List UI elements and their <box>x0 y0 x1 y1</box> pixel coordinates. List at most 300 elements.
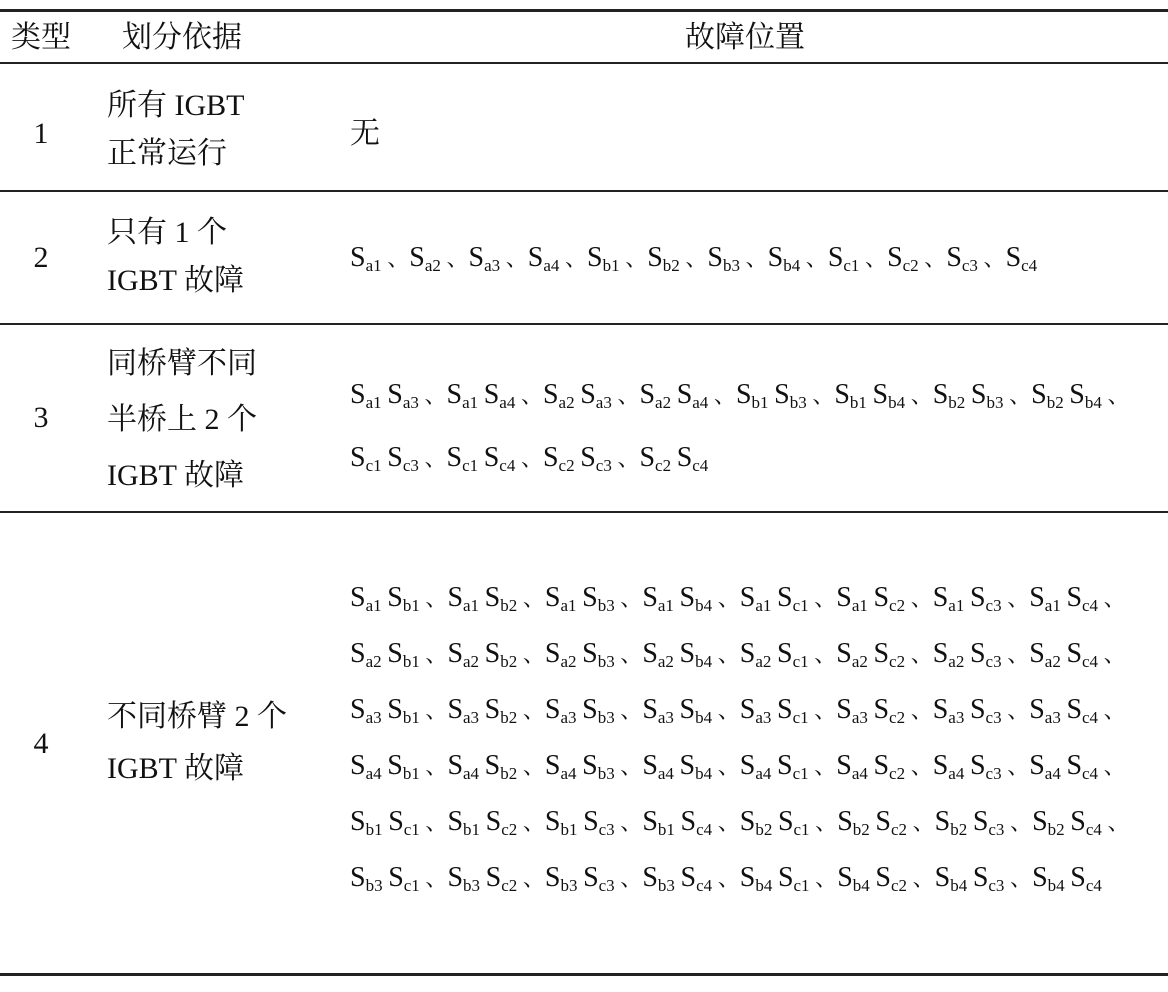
fault-item: $S_{b2}$ $S_{c3}$ <box>934 806 1005 839</box>
basis-line: 不同桥臂 2 个 <box>107 700 287 733</box>
separator: 、 <box>910 383 933 408</box>
switch-subscript: a2 <box>365 652 382 671</box>
switch-subscript: b1 <box>849 393 867 412</box>
separator: 、 <box>910 698 933 723</box>
fault-item: $S_{b1}$ $S_{b3}$ <box>735 379 807 412</box>
row-1-basis <box>107 82 347 178</box>
fault-item: $S_{b1}$ <box>587 242 620 275</box>
switch-subscript: c2 <box>558 456 575 475</box>
switch-subscript: c4 <box>1082 708 1099 727</box>
separator: 、 <box>620 810 643 835</box>
basis-line: 只有 1 个 <box>107 216 227 249</box>
basis-line: IGBT 故障 <box>107 264 244 297</box>
switch-subscript: c3 <box>985 596 1002 615</box>
separator: 、 <box>812 383 835 408</box>
switch-subscript: b2 <box>500 652 518 671</box>
fault-item: $S_{b4}$ $S_{c2}$ <box>837 862 907 895</box>
fault-item: $S_{a4}$ $S_{c1}$ <box>739 750 809 783</box>
row-2-basis <box>107 209 347 305</box>
switch-subscript: c2 <box>889 652 906 671</box>
switch-subscript: b3 <box>657 876 675 895</box>
separator: 、 <box>620 754 643 779</box>
separator: 、 <box>924 246 947 271</box>
switch-subscript: a1 <box>948 596 965 615</box>
switch-subscript: c3 <box>598 876 615 895</box>
switch-subscript: c4 <box>1082 764 1099 783</box>
separator: 、 <box>522 866 545 891</box>
switch-subscript: a3 <box>657 708 674 727</box>
fault-item: $S_{a3}$ $S_{b2}$ <box>447 694 518 727</box>
fault-item: $S_{a1}$ $S_{b4}$ <box>642 582 713 615</box>
switch-subscript: c1 <box>403 820 420 839</box>
row-4-type: 4 <box>33 727 49 760</box>
fault-item: $S_{c1}$ $S_{c4}$ <box>446 442 516 475</box>
separator: 、 <box>522 586 545 611</box>
separator: 、 <box>815 866 838 891</box>
fault-item: $S_{b1}$ $S_{c4}$ <box>642 806 713 839</box>
separator: 、 <box>522 754 545 779</box>
fault-line <box>350 850 1160 906</box>
switch-subscript: c3 <box>988 820 1005 839</box>
switch-subscript: c1 <box>793 820 810 839</box>
switch-subscript: a2 <box>560 652 577 671</box>
separator: 、 <box>910 586 933 611</box>
fault-item: $S_{b3}$ <box>707 242 740 275</box>
switch-subscript: c2 <box>890 820 907 839</box>
switch-subscript: b3 <box>463 876 481 895</box>
basis-line: 正常运行 <box>107 137 227 170</box>
fault-line <box>350 794 1160 850</box>
switch-subscript: c1 <box>365 456 382 475</box>
fault-item: $S_{a2}$ $S_{a4}$ <box>639 379 709 412</box>
separator: 、 <box>425 866 448 891</box>
separator: 、 <box>1009 383 1032 408</box>
row-rule <box>0 511 1168 513</box>
separator: 、 <box>424 446 447 471</box>
fault-item: $S_{c2}$ $S_{c4}$ <box>639 442 709 475</box>
switch-subscript: a3 <box>1044 708 1061 727</box>
switch-subscript: a4 <box>365 764 382 783</box>
separator: 、 <box>1007 642 1030 667</box>
switch-subscript: c2 <box>655 456 672 475</box>
separator: 、 <box>425 698 448 723</box>
separator: 、 <box>620 698 643 723</box>
switch-subscript: a2 <box>558 393 575 412</box>
fault-item: $S_{a4}$ $S_{c2}$ <box>836 750 906 783</box>
fault-line <box>350 427 1160 490</box>
fault-item: $S_{a4}$ $S_{c3}$ <box>932 750 1002 783</box>
separator: 、 <box>1107 383 1130 408</box>
fault-item: $S_{b2}$ $S_{c4}$ <box>1032 806 1102 839</box>
fault-item: $S_{a2}$ $S_{c3}$ <box>932 638 1002 671</box>
switch-subscript: a3 <box>402 393 419 412</box>
fault-item: $S_{a3}$ $S_{b3}$ <box>544 694 615 727</box>
fault-item: $S_{b2}$ <box>647 242 680 275</box>
basis-line: 同桥臂不同 <box>107 347 257 380</box>
switch-subscript: c3 <box>985 764 1002 783</box>
fault-item: $S_{c1}$ <box>827 242 860 275</box>
switch-subscript: b1 <box>657 820 675 839</box>
separator: 、 <box>424 383 447 408</box>
basis-line: IGBT 故障 <box>107 752 244 785</box>
switch-subscript: c4 <box>499 456 516 475</box>
switch-subscript: b1 <box>402 596 420 615</box>
switch-subscript: b3 <box>365 876 383 895</box>
fault-item: $S_{a4}$ $S_{c4}$ <box>1029 750 1099 783</box>
fault-item: $S_{b1}$ $S_{c1}$ <box>350 806 420 839</box>
header-rule <box>0 62 1168 64</box>
separator: 、 <box>425 586 448 611</box>
switch-subscript: b1 <box>402 708 420 727</box>
separator: 、 <box>1010 866 1033 891</box>
fault-item: $S_{a2}$ $S_{b4}$ <box>642 638 713 671</box>
fault-item: $S_{a4}$ <box>527 242 560 275</box>
switch-subscript: c1 <box>462 456 479 475</box>
row-2-fault <box>350 234 1160 283</box>
row-rule <box>0 190 1168 192</box>
switch-subscript: a1 <box>851 596 868 615</box>
fault-item: $S_{a4}$ $S_{b3}$ <box>544 750 615 783</box>
switch-subscript: c3 <box>598 820 615 839</box>
switch-subscript: b4 <box>950 876 968 895</box>
switch-subscript: a1 <box>365 393 382 412</box>
fault-item: $S_{b2}$ $S_{c2}$ <box>837 806 907 839</box>
switch-subscript: a2 <box>755 652 772 671</box>
switch-subscript: b1 <box>751 393 769 412</box>
switch-subscript: b4 <box>888 393 906 412</box>
switch-subscript: b4 <box>852 876 870 895</box>
switch-subscript: a4 <box>499 393 516 412</box>
fault-item: $S_{b3}$ $S_{c2}$ <box>447 862 518 895</box>
switch-subscript: a4 <box>657 764 674 783</box>
separator: 、 <box>910 642 933 667</box>
separator: 、 <box>1010 810 1033 835</box>
fault-line <box>350 626 1160 682</box>
fault-line <box>350 682 1160 738</box>
switch-subscript: b4 <box>695 764 713 783</box>
switch-subscript: b3 <box>597 708 615 727</box>
separator: 、 <box>520 383 543 408</box>
fault-item: $S_{a1}$ $S_{b1}$ <box>350 582 420 615</box>
fault-item: $S_{a2}$ <box>409 242 441 275</box>
switch-subscript: c4 <box>1082 596 1099 615</box>
fault-item: $S_{b1}$ $S_{b4}$ <box>834 379 906 412</box>
separator: 、 <box>910 754 933 779</box>
switch-subscript: a2 <box>851 652 868 671</box>
separator: 、 <box>620 866 643 891</box>
fault-line <box>350 570 1160 626</box>
fault-item: $S_{a1}$ $S_{b3}$ <box>544 582 615 615</box>
fault-item: $S_{b3}$ $S_{c3}$ <box>544 862 615 895</box>
separator: 、 <box>805 246 828 271</box>
separator: 、 <box>522 642 545 667</box>
separator: 、 <box>617 446 640 471</box>
switch-subscript: c2 <box>902 256 919 275</box>
separator: 、 <box>865 246 888 271</box>
switch-subscript: b2 <box>500 596 518 615</box>
top-rule <box>0 9 1168 12</box>
fault-item: $S_{a4}$ $S_{b1}$ <box>350 750 420 783</box>
switch-subscript: c1 <box>793 876 810 895</box>
fault-item: $S_{a4}$ $S_{b2}$ <box>447 750 518 783</box>
switch-subscript: a1 <box>463 596 480 615</box>
switch-subscript: a2 <box>1044 652 1061 671</box>
fault-item: $S_{c2}$ $S_{c3}$ <box>542 442 612 475</box>
fault-item: $S_{c1}$ $S_{c3}$ <box>350 442 419 475</box>
fault-item: $S_{a2}$ $S_{c1}$ <box>739 638 809 671</box>
switch-subscript: c2 <box>889 708 906 727</box>
switch-subscript: a3 <box>595 393 612 412</box>
switch-subscript: c4 <box>1082 652 1099 671</box>
switch-subscript: b4 <box>695 708 713 727</box>
fault-item: $S_{a1}$ <box>350 242 382 275</box>
switch-subscript: c3 <box>961 256 978 275</box>
fault-item: $S_{b4}$ $S_{c3}$ <box>934 862 1005 895</box>
fault-item: $S_{a1}$ $S_{c1}$ <box>739 582 809 615</box>
row-4-basis <box>107 693 347 793</box>
fault-item: $S_{a3}$ $S_{c2}$ <box>836 694 906 727</box>
separator: 、 <box>745 246 768 271</box>
switch-subscript: b1 <box>560 820 578 839</box>
switch-subscript: a1 <box>365 256 382 275</box>
switch-subscript: b2 <box>662 256 680 275</box>
switch-subscript: c2 <box>889 764 906 783</box>
bottom-rule <box>0 973 1168 976</box>
header-fault: 故障位置 <box>685 21 805 54</box>
switch-subscript: b4 <box>695 652 713 671</box>
switch-subscript: b4 <box>1084 393 1102 412</box>
switch-subscript: b3 <box>597 596 615 615</box>
switch-subscript: c2 <box>501 820 518 839</box>
switch-subscript: c2 <box>889 596 906 615</box>
row-rule <box>0 323 1168 325</box>
fault-item: $S_{a1}$ $S_{b2}$ <box>447 582 518 615</box>
switch-subscript: c4 <box>692 456 709 475</box>
separator: 、 <box>425 754 448 779</box>
switch-subscript: c4 <box>1021 256 1038 275</box>
separator: 、 <box>1103 642 1126 667</box>
switch-subscript: b2 <box>950 820 968 839</box>
separator: 、 <box>625 246 648 271</box>
switch-subscript: c1 <box>843 256 860 275</box>
separator: 、 <box>387 246 410 271</box>
switch-subscript: b2 <box>500 708 518 727</box>
separator: 、 <box>717 698 740 723</box>
switch-subscript: c1 <box>792 764 809 783</box>
separator: 、 <box>425 642 448 667</box>
fault-item: $S_{a3}$ $S_{b1}$ <box>350 694 420 727</box>
separator: 、 <box>685 246 708 271</box>
fault-item: $S_{b3}$ $S_{c1}$ <box>350 862 420 895</box>
switch-subscript: b3 <box>560 876 578 895</box>
fault-item: $S_{a3}$ $S_{c1}$ <box>739 694 809 727</box>
separator: 、 <box>717 586 740 611</box>
separator: 、 <box>983 246 1006 271</box>
switch-subscript: b4 <box>783 256 801 275</box>
separator: 、 <box>912 866 935 891</box>
fault-item: $S_{a2}$ $S_{b1}$ <box>350 638 420 671</box>
separator: 、 <box>620 586 643 611</box>
separator: 、 <box>1103 586 1126 611</box>
switch-subscript: b1 <box>602 256 620 275</box>
separator: 、 <box>522 698 545 723</box>
separator: 、 <box>717 810 740 835</box>
switch-subscript: c4 <box>696 820 713 839</box>
fault-item: $S_{b2}$ $S_{c1}$ <box>739 806 810 839</box>
switch-subscript: b4 <box>755 876 773 895</box>
separator: 、 <box>505 246 528 271</box>
row-1-type: 1 <box>33 117 49 150</box>
switch-subscript: a3 <box>484 256 501 275</box>
switch-subscript: c1 <box>792 652 809 671</box>
fault-item: $S_{a1}$ $S_{c2}$ <box>836 582 906 615</box>
switch-subscript: a1 <box>657 596 674 615</box>
switch-subscript: b2 <box>500 764 518 783</box>
row-3-basis <box>107 340 347 500</box>
fault-item: $S_{a4}$ $S_{b4}$ <box>642 750 713 783</box>
switch-subscript: a4 <box>692 393 709 412</box>
header-basis: 划分依据 <box>122 21 242 54</box>
switch-subscript: a1 <box>560 596 577 615</box>
row-3-type: 3 <box>33 401 49 434</box>
switch-subscript: a1 <box>1044 596 1061 615</box>
fault-item: $S_{a2}$ $S_{b2}$ <box>447 638 518 671</box>
switch-subscript: a3 <box>948 708 965 727</box>
switch-subscript: b3 <box>597 652 615 671</box>
header-type: 类型 <box>11 21 71 54</box>
fault-item: $S_{a1}$ $S_{a4}$ <box>446 379 516 412</box>
switch-subscript: a3 <box>851 708 868 727</box>
switch-subscript: b2 <box>1046 393 1064 412</box>
fault-line <box>350 234 1160 283</box>
fault-item: $S_{b1}$ $S_{c3}$ <box>544 806 615 839</box>
row-4-fault <box>350 570 1160 906</box>
switch-subscript: a2 <box>948 652 965 671</box>
switch-subscript: c3 <box>402 456 419 475</box>
switch-subscript: b1 <box>463 820 481 839</box>
separator: 、 <box>814 642 837 667</box>
separator: 、 <box>617 383 640 408</box>
switch-subscript: a1 <box>755 596 772 615</box>
fault-item: $S_{a2}$ $S_{b3}$ <box>544 638 615 671</box>
switch-subscript: a2 <box>655 393 672 412</box>
switch-subscript: b3 <box>789 393 807 412</box>
switch-subscript: a4 <box>755 764 772 783</box>
fault-item: $S_{b1}$ $S_{c2}$ <box>447 806 518 839</box>
switch-subscript: b4 <box>1047 876 1065 895</box>
separator: 、 <box>1007 586 1030 611</box>
switch-subscript: c1 <box>792 596 809 615</box>
row-1-fault: 无 <box>350 117 380 150</box>
separator: 、 <box>717 642 740 667</box>
switch-subscript: b2 <box>755 820 773 839</box>
fault-item: $S_{a1}$ $S_{c4}$ <box>1029 582 1099 615</box>
separator: 、 <box>1007 698 1030 723</box>
switch-subscript: a2 <box>657 652 674 671</box>
switch-subscript: c1 <box>792 708 809 727</box>
separator: 、 <box>564 246 587 271</box>
fault-item: $S_{b4}$ <box>767 242 801 275</box>
switch-subscript: b3 <box>597 764 615 783</box>
switch-subscript: b3 <box>986 393 1004 412</box>
fault-item: $S_{a2}$ $S_{a3}$ <box>542 379 612 412</box>
switch-subscript: c2 <box>501 876 518 895</box>
switch-subscript: c1 <box>403 876 420 895</box>
row-2-type: 2 <box>33 241 49 274</box>
fault-item: $S_{a3}$ $S_{c4}$ <box>1029 694 1099 727</box>
switch-subscript: c4 <box>696 876 713 895</box>
separator: 、 <box>1103 698 1126 723</box>
separator: 、 <box>620 642 643 667</box>
separator: 、 <box>717 866 740 891</box>
fault-item: $S_{c3}$ <box>946 242 978 275</box>
switch-subscript: c3 <box>985 708 1002 727</box>
separator: 、 <box>912 810 935 835</box>
switch-subscript: a1 <box>365 596 382 615</box>
separator: 、 <box>815 810 838 835</box>
switch-subscript: c3 <box>985 652 1002 671</box>
fault-item: $S_{c4}$ <box>1005 242 1038 275</box>
switch-subscript: c4 <box>1085 820 1102 839</box>
separator: 、 <box>425 810 448 835</box>
fault-item: $S_{a2}$ $S_{c4}$ <box>1029 638 1099 671</box>
basis-line: 所有 IGBT <box>107 89 245 122</box>
switch-subscript: a4 <box>948 764 965 783</box>
fault-item: $S_{c2}$ <box>887 242 919 275</box>
switch-subscript: a4 <box>543 256 560 275</box>
separator: 、 <box>814 754 837 779</box>
separator: 、 <box>814 586 837 611</box>
switch-subscript: c3 <box>988 876 1005 895</box>
fault-item: $S_{a1}$ $S_{a3}$ <box>350 379 419 412</box>
switch-subscript: a3 <box>755 708 772 727</box>
switch-subscript: b1 <box>402 764 420 783</box>
fault-item: $S_{a2}$ $S_{c2}$ <box>836 638 906 671</box>
switch-subscript: c4 <box>1085 876 1102 895</box>
switch-subscript: a4 <box>1044 764 1061 783</box>
fault-item: $S_{b2}$ $S_{b3}$ <box>932 379 1004 412</box>
fault-item: $S_{b3}$ $S_{c4}$ <box>642 862 713 895</box>
switch-subscript: a4 <box>463 764 480 783</box>
switch-subscript: a3 <box>365 708 382 727</box>
switch-subscript: a3 <box>463 708 480 727</box>
separator: 、 <box>717 754 740 779</box>
separator: 、 <box>1103 754 1126 779</box>
switch-subscript: a4 <box>851 764 868 783</box>
separator: 、 <box>520 446 543 471</box>
switch-subscript: c2 <box>890 876 907 895</box>
basis-line: IGBT 故障 <box>107 459 244 492</box>
switch-subscript: a3 <box>560 708 577 727</box>
switch-subscript: a1 <box>462 393 479 412</box>
switch-subscript: b1 <box>402 652 420 671</box>
switch-subscript: a4 <box>560 764 577 783</box>
switch-subscript: b2 <box>948 393 966 412</box>
switch-subscript: b2 <box>852 820 870 839</box>
fault-item: $S_{b2}$ $S_{b4}$ <box>1031 379 1102 412</box>
basis-line: 半桥上 2 个 <box>107 403 257 436</box>
separator: 、 <box>446 246 469 271</box>
fault-line <box>350 364 1160 427</box>
fault-item: $S_{a1}$ $S_{c3}$ <box>932 582 1002 615</box>
fault-item: $S_{a3}$ $S_{c3}$ <box>932 694 1002 727</box>
fault-item: $S_{b4}$ $S_{c1}$ <box>739 862 810 895</box>
separator: 、 <box>1107 810 1130 835</box>
fault-item: $S_{a3}$ $S_{b4}$ <box>642 694 713 727</box>
switch-subscript: b2 <box>1047 820 1065 839</box>
separator: 、 <box>713 383 736 408</box>
fault-item: $S_{a3}$ <box>468 242 501 275</box>
